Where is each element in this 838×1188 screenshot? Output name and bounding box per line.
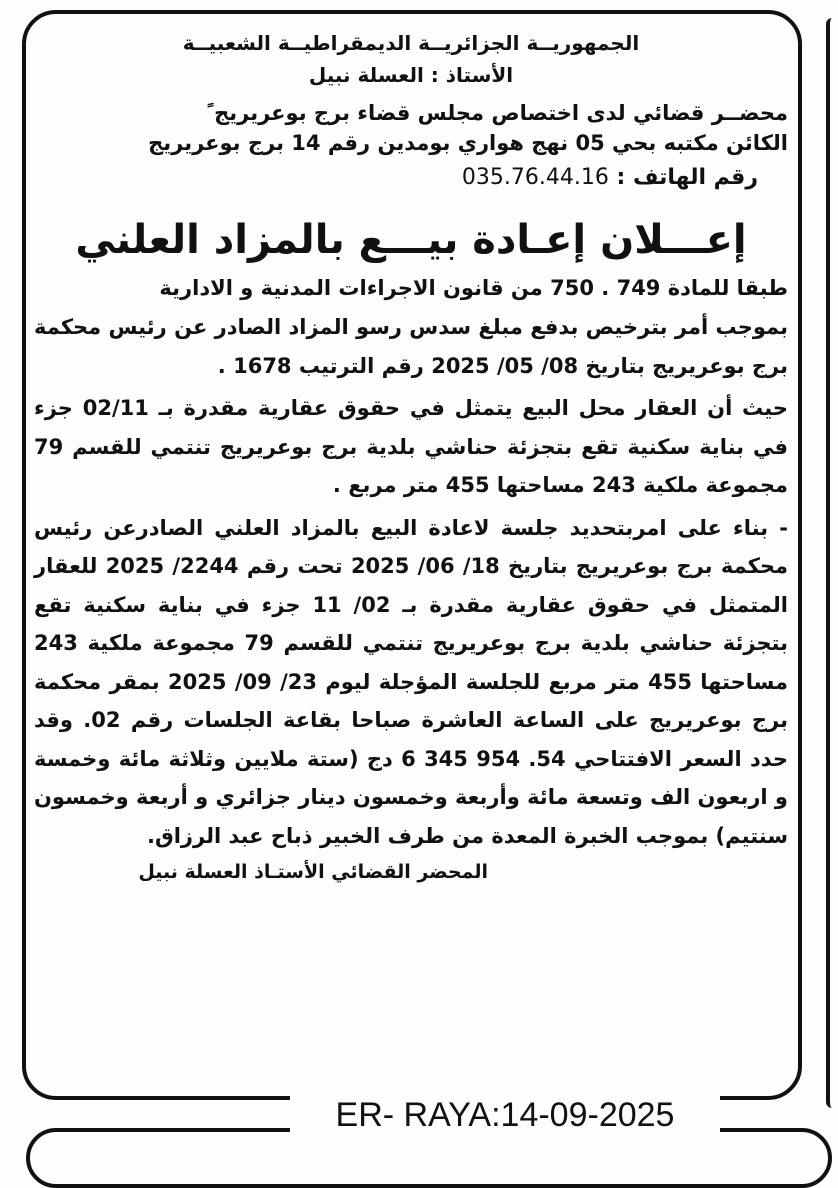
republic-heading: الجمهوريــة الجزائريــة الديمقراطيــة الشعبيــة [182,31,640,55]
announcement-body [34,308,788,855]
office-line: محضــر قضائي لدى اختصاص مجلس قضاء برج بوعريريج ً [206,101,788,125]
paragraph-order: بموجب أمر بترخيص بدفع مبلغ سدس رسو المزاد الصادر عن رئيس محكمة برج بوعريريج بتاريخ 08/ 05/ 2025 رقم الترتيب 1678 . [34,315,788,378]
legal-basis: طبقا للمادة 749 . 750 من قانون الاجراءات المدنية و الادارية [159,276,788,300]
adjacent-column-edge [826,18,832,1108]
signature-line: المحضر القضائي الأستـاذ العسلة نبيل [138,861,488,883]
phone-label: رقم الهاتف : [616,165,758,190]
paragraph-auction: - بناء على امربتحديد جلسة لاعادة البيع بالمزاد العلني الصادرعن رئيس محكمة برج بوعريريج بتاريخ 18/ 06/ 2025 تحت رقم 2244/ 2025 للعقار المتمثل في حقوق عقارية مقدرة بـ 02/ 11 جزء في بناية سكنية تقع بتجزئة حناشي بلدية برج بوعريريج تنتمي للقسم 79 مجموعة ملكية 243 مساحتها 455 متر مربع للجلسة المؤجلة ليوم 23/ 09/ 2025 بمقر محكمة برج بوعريريج على الساعة العاشرة صباحا بقاعة الجلسات رقم 02. وقد حدد السعر الافتتاحي 54. 954 345 6 دج (ستة ملايين وثلاثة مائة وخمسة و اربعون الف وتسعة مائة وأربعة وخمسون دينار جزائري و أربعة وخمسون سنتيم) بموجب الخبرة المعدة من طرف الخبير ذباح عبد الرزاق. [34,515,789,848]
phone-line [34,162,758,194]
newspaper-source: ER- RAYA:14-09-2025 [290,1094,720,1136]
address-line: الكائن مكتبه بحي 05 نهج هواري بومدين رقم 14 برج بوعريريج [148,131,788,155]
lawyer-name: الأستاذ : العسلة نبيل [308,63,514,87]
phone-number: 035.76.44.16 [461,165,609,190]
next-announcement-edge [26,1128,832,1188]
announcement-title: إعـــلان إعـادة بيـــع بالمزاد العلني [75,217,747,263]
paragraph-property: حيث أن العقار محل البيع يتمثل في حقوق عقارية مقدرة بـ 02/11 جزء في بناية سكنية تقع بتجزئة حناشي بلدية برج بوعريريج تنتمي للقسم 79 مجموعة ملكية 243 مساحتها 455 متر مربع . [34,396,788,497]
announcement-content [34,28,788,1088]
